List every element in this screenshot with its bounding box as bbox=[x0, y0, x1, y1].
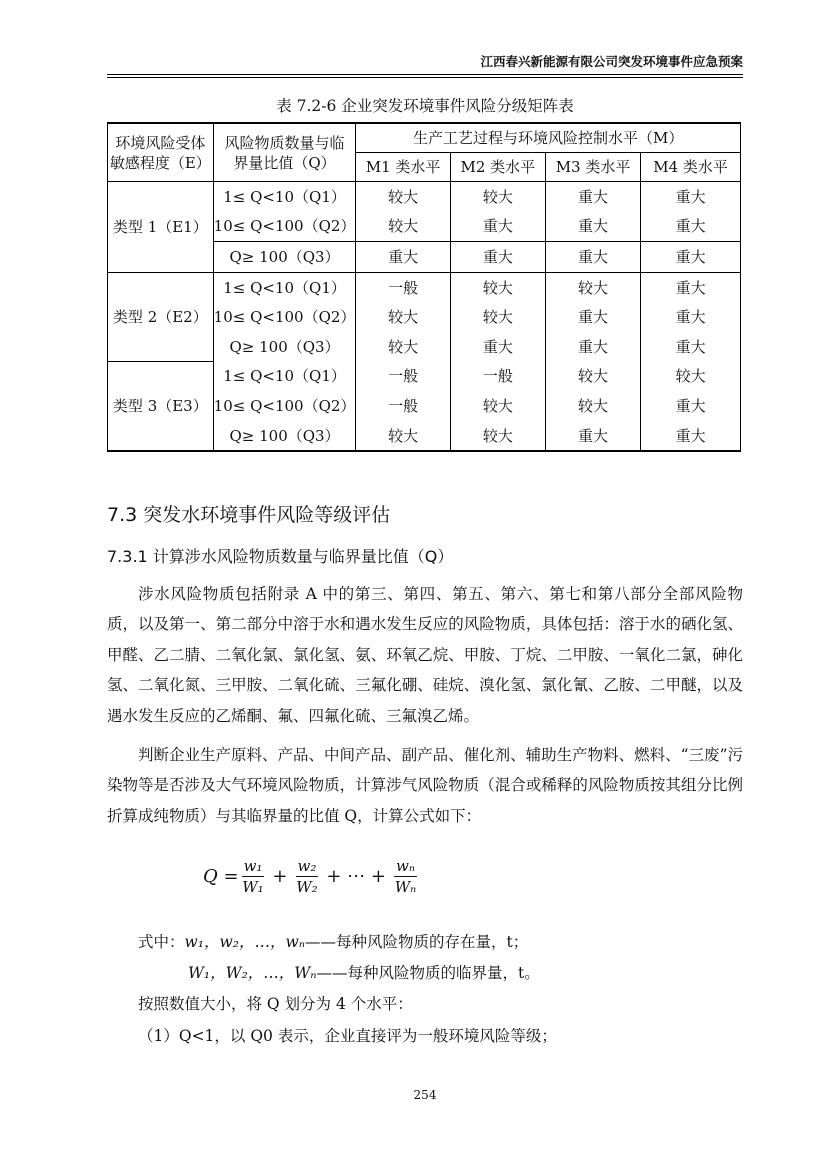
formula-lhs: Q = bbox=[203, 866, 239, 887]
table-title: 表 7.2-6 企业突发环境事件风险分级矩阵表 bbox=[276, 97, 574, 115]
q-range: Q≥ 100（Q3） bbox=[213, 332, 356, 362]
risk-level: 重大 bbox=[450, 242, 545, 273]
risk-level: 较大 bbox=[356, 212, 450, 242]
paragraph-water-substances: 涉水风险物质包括附录 A 中的第三、第四、第五、第六、第七和第八部分全部风险物质，以及第一、第二部分中溶于水和遇水发生反应的风险物质，具体包括：溶于水的硒化氢、甲醛、乙二腈、二氧化氯、氯化氢、氨、环氧乙烷、甲胺、丁烷、二甲胺、一氧化二氯，砷化氢、二氧化氮、三甲胺、二氧化硫、三氟化硼、硅烷、溴化氢、氯化氰、乙胺、二甲醚，以及遇水发生反应的乙烯酮、氟、四氟化硫、三氟溴乙烯。 bbox=[107, 585, 743, 725]
formula-ellipsis: + ⋯ + bbox=[326, 866, 386, 887]
risk-level: 重大 bbox=[641, 332, 741, 362]
header-line: 环境风险受体 bbox=[115, 133, 206, 152]
risk-level: 重大 bbox=[545, 421, 640, 452]
page-number: 254 bbox=[413, 1088, 437, 1102]
risk-level: 一般 bbox=[450, 362, 545, 392]
section-title: 7.3 突发水环境事件风险等级评估 bbox=[107, 504, 391, 526]
sensitivity-type: 类型 3（E3） bbox=[108, 362, 214, 452]
risk-level: 较大 bbox=[450, 302, 545, 332]
formula-plus: + bbox=[272, 866, 288, 887]
risk-level: 重大 bbox=[641, 421, 741, 452]
q-range: Q≥ 100（Q3） bbox=[213, 242, 356, 273]
q-range: 1≤ Q<10（Q1） bbox=[213, 272, 356, 302]
risk-level: 一般 bbox=[356, 391, 450, 421]
q-formula bbox=[203, 857, 420, 896]
m-header: M3 类水平 bbox=[545, 153, 640, 182]
risk-level: 重大 bbox=[545, 242, 640, 273]
risk-level: 重大 bbox=[356, 242, 450, 273]
col-header-sensitivity bbox=[108, 123, 214, 182]
m-header: M4 类水平 bbox=[641, 153, 741, 182]
col-header-m-level: 生产工艺过程与环境风险控制水平（M） bbox=[356, 123, 741, 153]
risk-level: 重大 bbox=[545, 302, 640, 332]
risk-level: 重大 bbox=[641, 182, 741, 212]
risk-level: 重大 bbox=[641, 212, 741, 242]
risk-level: 较大 bbox=[356, 421, 450, 452]
formula-den: W₂ bbox=[296, 878, 318, 896]
formula-term-n bbox=[394, 857, 417, 896]
col-header-q-ratio bbox=[213, 123, 356, 182]
risk-level: 重大 bbox=[641, 272, 741, 302]
formula-num: w₁ bbox=[243, 857, 263, 875]
m-header: M2 类水平 bbox=[450, 153, 545, 182]
risk-level: 一般 bbox=[356, 272, 450, 302]
running-header: 江西春兴新能源有限公司突发环境事件应急预案 bbox=[480, 54, 743, 69]
risk-matrix-table bbox=[107, 122, 741, 452]
risk-level: 重大 bbox=[545, 182, 640, 212]
where-line-1 bbox=[138, 930, 528, 952]
q-range: 10≤ Q<100（Q2） bbox=[213, 391, 356, 421]
table-row bbox=[108, 182, 741, 212]
where-prefix: 式中： bbox=[138, 933, 185, 951]
where-desc: ——每种风险物质的存在量，t； bbox=[305, 933, 529, 951]
formula-num: w₂ bbox=[297, 857, 317, 875]
risk-level: 重大 bbox=[450, 332, 545, 362]
where-line-2 bbox=[188, 961, 540, 983]
risk-level: 较大 bbox=[450, 182, 545, 212]
risk-level: 较大 bbox=[356, 302, 450, 332]
q-range: 1≤ Q<10（Q1） bbox=[213, 182, 356, 212]
risk-level: 较大 bbox=[641, 362, 741, 392]
q-range: Q≥ 100（Q3） bbox=[213, 421, 356, 452]
risk-level: 重大 bbox=[545, 332, 640, 362]
risk-level: 较大 bbox=[450, 272, 545, 302]
q-range: 1≤ Q<10（Q1） bbox=[213, 362, 356, 392]
paragraph-q-calculation: 判断企业生产原料、产品、中间产品、副产品、催化剂、辅助生产物料、燃料、“三废”污染物等是否涉及大气环境风险物质，计算涉气风险物质（混合或稀释的风险物质按其组分比例折算成纯物质）与其临界量的比值 Q，计算公式如下： bbox=[107, 746, 743, 825]
where-vars: w₁，w₂，…，wₙ bbox=[184, 933, 306, 951]
sensitivity-type: 类型 1（E1） bbox=[108, 182, 214, 273]
table-row bbox=[108, 362, 741, 392]
where-vars: W₁，W₂，…，Wₙ bbox=[188, 964, 317, 982]
risk-level: 较大 bbox=[545, 391, 640, 421]
levels-intro: 按照数值大小，将 Q 划分为 4 个水平： bbox=[138, 995, 413, 1013]
level-1: （1）Q<1，以 Q0 表示，企业直接评为一般环境风险等级； bbox=[138, 1027, 557, 1045]
risk-level: 较大 bbox=[450, 421, 545, 452]
formula-term-1 bbox=[242, 857, 265, 896]
header-line: 敏感程度（E） bbox=[109, 153, 211, 172]
sensitivity-type: 类型 2（E2） bbox=[108, 272, 214, 361]
risk-level: 重大 bbox=[641, 302, 741, 332]
where-desc: ——每种风险物质的临界量，t。 bbox=[316, 964, 540, 982]
table-row bbox=[108, 272, 741, 302]
risk-level: 重大 bbox=[450, 212, 545, 242]
risk-level: 重大 bbox=[545, 212, 640, 242]
risk-level: 重大 bbox=[641, 391, 741, 421]
header-line: 风险物质数量与临 bbox=[224, 133, 345, 152]
q-range: 10≤ Q<100（Q2） bbox=[213, 212, 356, 242]
risk-level: 较大 bbox=[356, 182, 450, 212]
risk-level: 较大 bbox=[356, 332, 450, 362]
risk-level: 较大 bbox=[545, 272, 640, 302]
risk-level: 重大 bbox=[641, 242, 741, 273]
formula-term-2 bbox=[296, 857, 319, 896]
formula-den: W₁ bbox=[242, 878, 264, 896]
formula-num: wₙ bbox=[395, 857, 415, 875]
risk-level: 一般 bbox=[356, 362, 450, 392]
q-range: 10≤ Q<100（Q2） bbox=[213, 302, 356, 332]
formula-den: Wₙ bbox=[394, 878, 417, 896]
risk-level: 较大 bbox=[545, 362, 640, 392]
subsection-title: 7.3.1 计算涉水风险物质数量与临界量比值（Q） bbox=[107, 547, 454, 566]
header-line: 界量比值（Q） bbox=[233, 153, 336, 172]
m-header: M1 类水平 bbox=[356, 153, 450, 182]
header-rule bbox=[107, 74, 743, 78]
risk-level: 较大 bbox=[450, 391, 545, 421]
